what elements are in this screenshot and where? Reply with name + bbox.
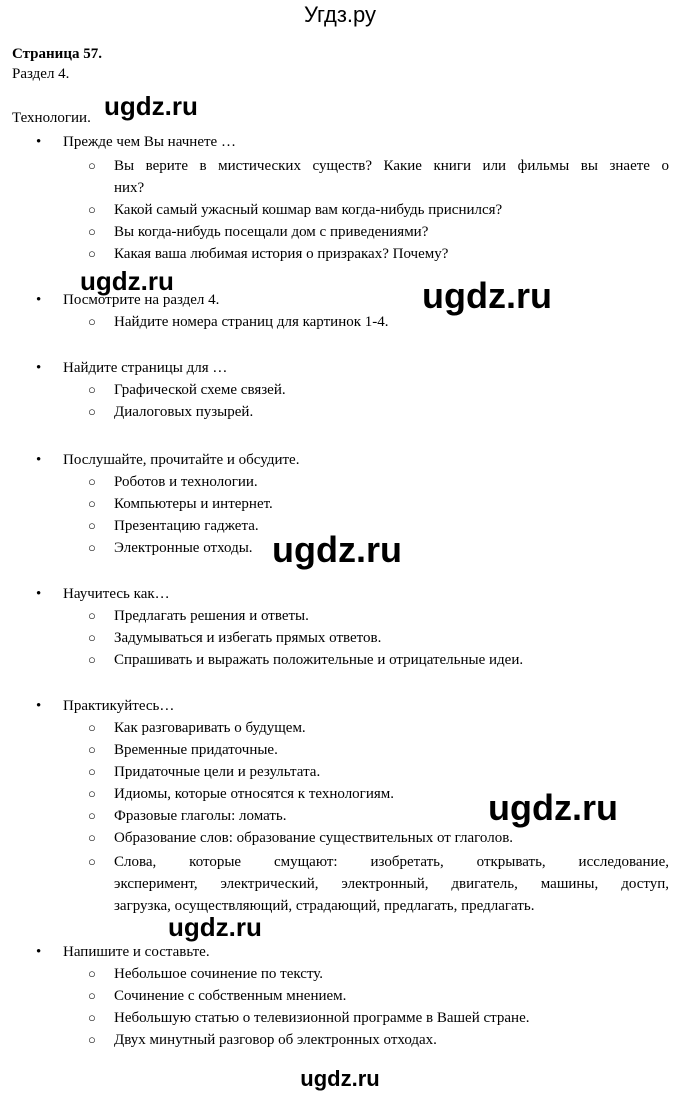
list-item: Какая ваша любимая история о призраках? Почему? [114, 246, 449, 262]
group-title: Научитесь как… [63, 586, 170, 602]
site-title: Угдз.ру [303, 2, 377, 27]
bullet-circle-icon: ○ [88, 382, 96, 397]
list-item: Придаточные цели и результата. [114, 764, 321, 780]
bullet-disc-icon: • [36, 134, 42, 150]
bullet-circle-icon: ○ [88, 630, 96, 645]
list-item: Небольшое сочинение по тексту. [114, 966, 324, 982]
bullet-circle-icon: ○ [88, 608, 96, 623]
list-item: Спрашивать и выражать положительные и отрицательные идеи. [114, 652, 524, 668]
group-title: Напишите и составьте. [63, 944, 210, 960]
bullet-circle-icon: ○ [88, 246, 96, 261]
list-item: Сочинение с собственным мнением. [114, 988, 347, 1004]
bullet-circle-icon: ○ [88, 202, 96, 217]
list-item: Графической схеме связей. [114, 382, 286, 398]
list-item: Презентацию гаджета. [114, 518, 259, 534]
list-item-continuation: них? [114, 180, 145, 196]
watermark: ugdz.ru [80, 266, 174, 296]
list-item: Найдите номера страниц для картинок 1-4. [114, 314, 389, 330]
bullet-circle-icon: ○ [88, 720, 96, 735]
list-item-continuation: загрузка, осуществляющий, страдающий, предлагать, предлагать. [114, 898, 535, 914]
watermark: ugdz.ru [168, 912, 262, 942]
bullet-circle-icon: ○ [88, 764, 96, 779]
list-item: Как разговаривать о будущем. [114, 720, 306, 736]
bullet-circle-icon: ○ [88, 496, 96, 511]
group-title: Прежде чем Вы начнете … [63, 134, 236, 150]
bullet-disc-icon: • [36, 452, 42, 468]
bullet-circle-icon: ○ [88, 652, 96, 667]
bullet-circle-icon: ○ [88, 854, 96, 869]
bullet-circle-icon: ○ [88, 474, 96, 489]
list-item: Слова, которые смущают: изобретать, открывать, исследование, [114, 854, 669, 870]
bullet-circle-icon: ○ [88, 742, 96, 757]
list-item: Двух минутный разговор об электронных отходах. [114, 1032, 437, 1048]
list-item: Небольшую статью о телевизионной программе в Вашей стране. [114, 1010, 530, 1026]
list-item: Предлагать решения и ответы. [114, 608, 309, 624]
list-item: Компьютеры и интернет. [114, 496, 273, 512]
watermark: ugdz.ru [488, 787, 618, 828]
group-title: Найдите страницы для … [63, 360, 228, 376]
list-item: Роботов и технологии. [114, 474, 258, 490]
bullet-circle-icon: ○ [88, 988, 96, 1003]
bullet-disc-icon: • [36, 586, 42, 602]
bullet-circle-icon: ○ [88, 808, 96, 823]
bullet-circle-icon: ○ [88, 518, 96, 533]
bullet-circle-icon: ○ [88, 314, 96, 329]
bullet-disc-icon: • [36, 944, 42, 960]
page-heading: Страница 57. [12, 46, 102, 62]
list-item: Какой самый ужасный кошмар вам когда-нибудь приснился? [114, 202, 503, 218]
bullet-circle-icon: ○ [88, 1032, 96, 1047]
list-item: Вы когда-нибудь посещали дом с приведениями? [114, 224, 429, 240]
list-item: Фразовые глаголы: ломать. [114, 808, 287, 824]
group-title: Практикуйтесь… [63, 698, 175, 714]
bullet-disc-icon: • [36, 292, 42, 308]
bullet-circle-icon: ○ [88, 540, 96, 555]
bullet-circle-icon: ○ [88, 158, 96, 173]
bullet-circle-icon: ○ [88, 830, 96, 845]
group-title: Посмотрите на раздел 4. [63, 292, 220, 308]
bullet-disc-icon: • [36, 360, 42, 376]
list-item: Электронные отходы. [114, 540, 253, 556]
bullet-disc-icon: • [36, 698, 42, 714]
topic-label: Технологии. [12, 110, 91, 126]
bullet-circle-icon: ○ [88, 786, 96, 801]
bullet-circle-icon: ○ [88, 966, 96, 981]
list-item: Временные придаточные. [114, 742, 278, 758]
bullet-circle-icon: ○ [88, 1010, 96, 1025]
section-label: Раздел 4. [12, 66, 70, 82]
watermark: ugdz.ru [272, 529, 402, 570]
bullet-circle-icon: ○ [88, 404, 96, 419]
list-item: Вы верите в мистических существ? Какие книги или фильмы вы знаете о [114, 158, 669, 174]
list-item-continuation: эксперимент, электрический, электронный, двигатель, машины, доступ, [114, 876, 669, 892]
list-item: Образование слов: образование существительных от глаголов. [114, 830, 514, 846]
watermark: ugdz.ru [104, 91, 198, 121]
footer-watermark: ugdz.ru [300, 1066, 380, 1091]
watermark: ugdz.ru [422, 275, 552, 316]
list-item: Диалоговых пузырей. [114, 404, 254, 420]
group-title: Послушайте, прочитайте и обсудите. [63, 452, 300, 468]
list-item: Идиомы, которые относятся к технологиям. [114, 786, 394, 802]
bullet-circle-icon: ○ [88, 224, 96, 239]
list-item: Задумываться и избегать прямых ответов. [114, 630, 382, 646]
